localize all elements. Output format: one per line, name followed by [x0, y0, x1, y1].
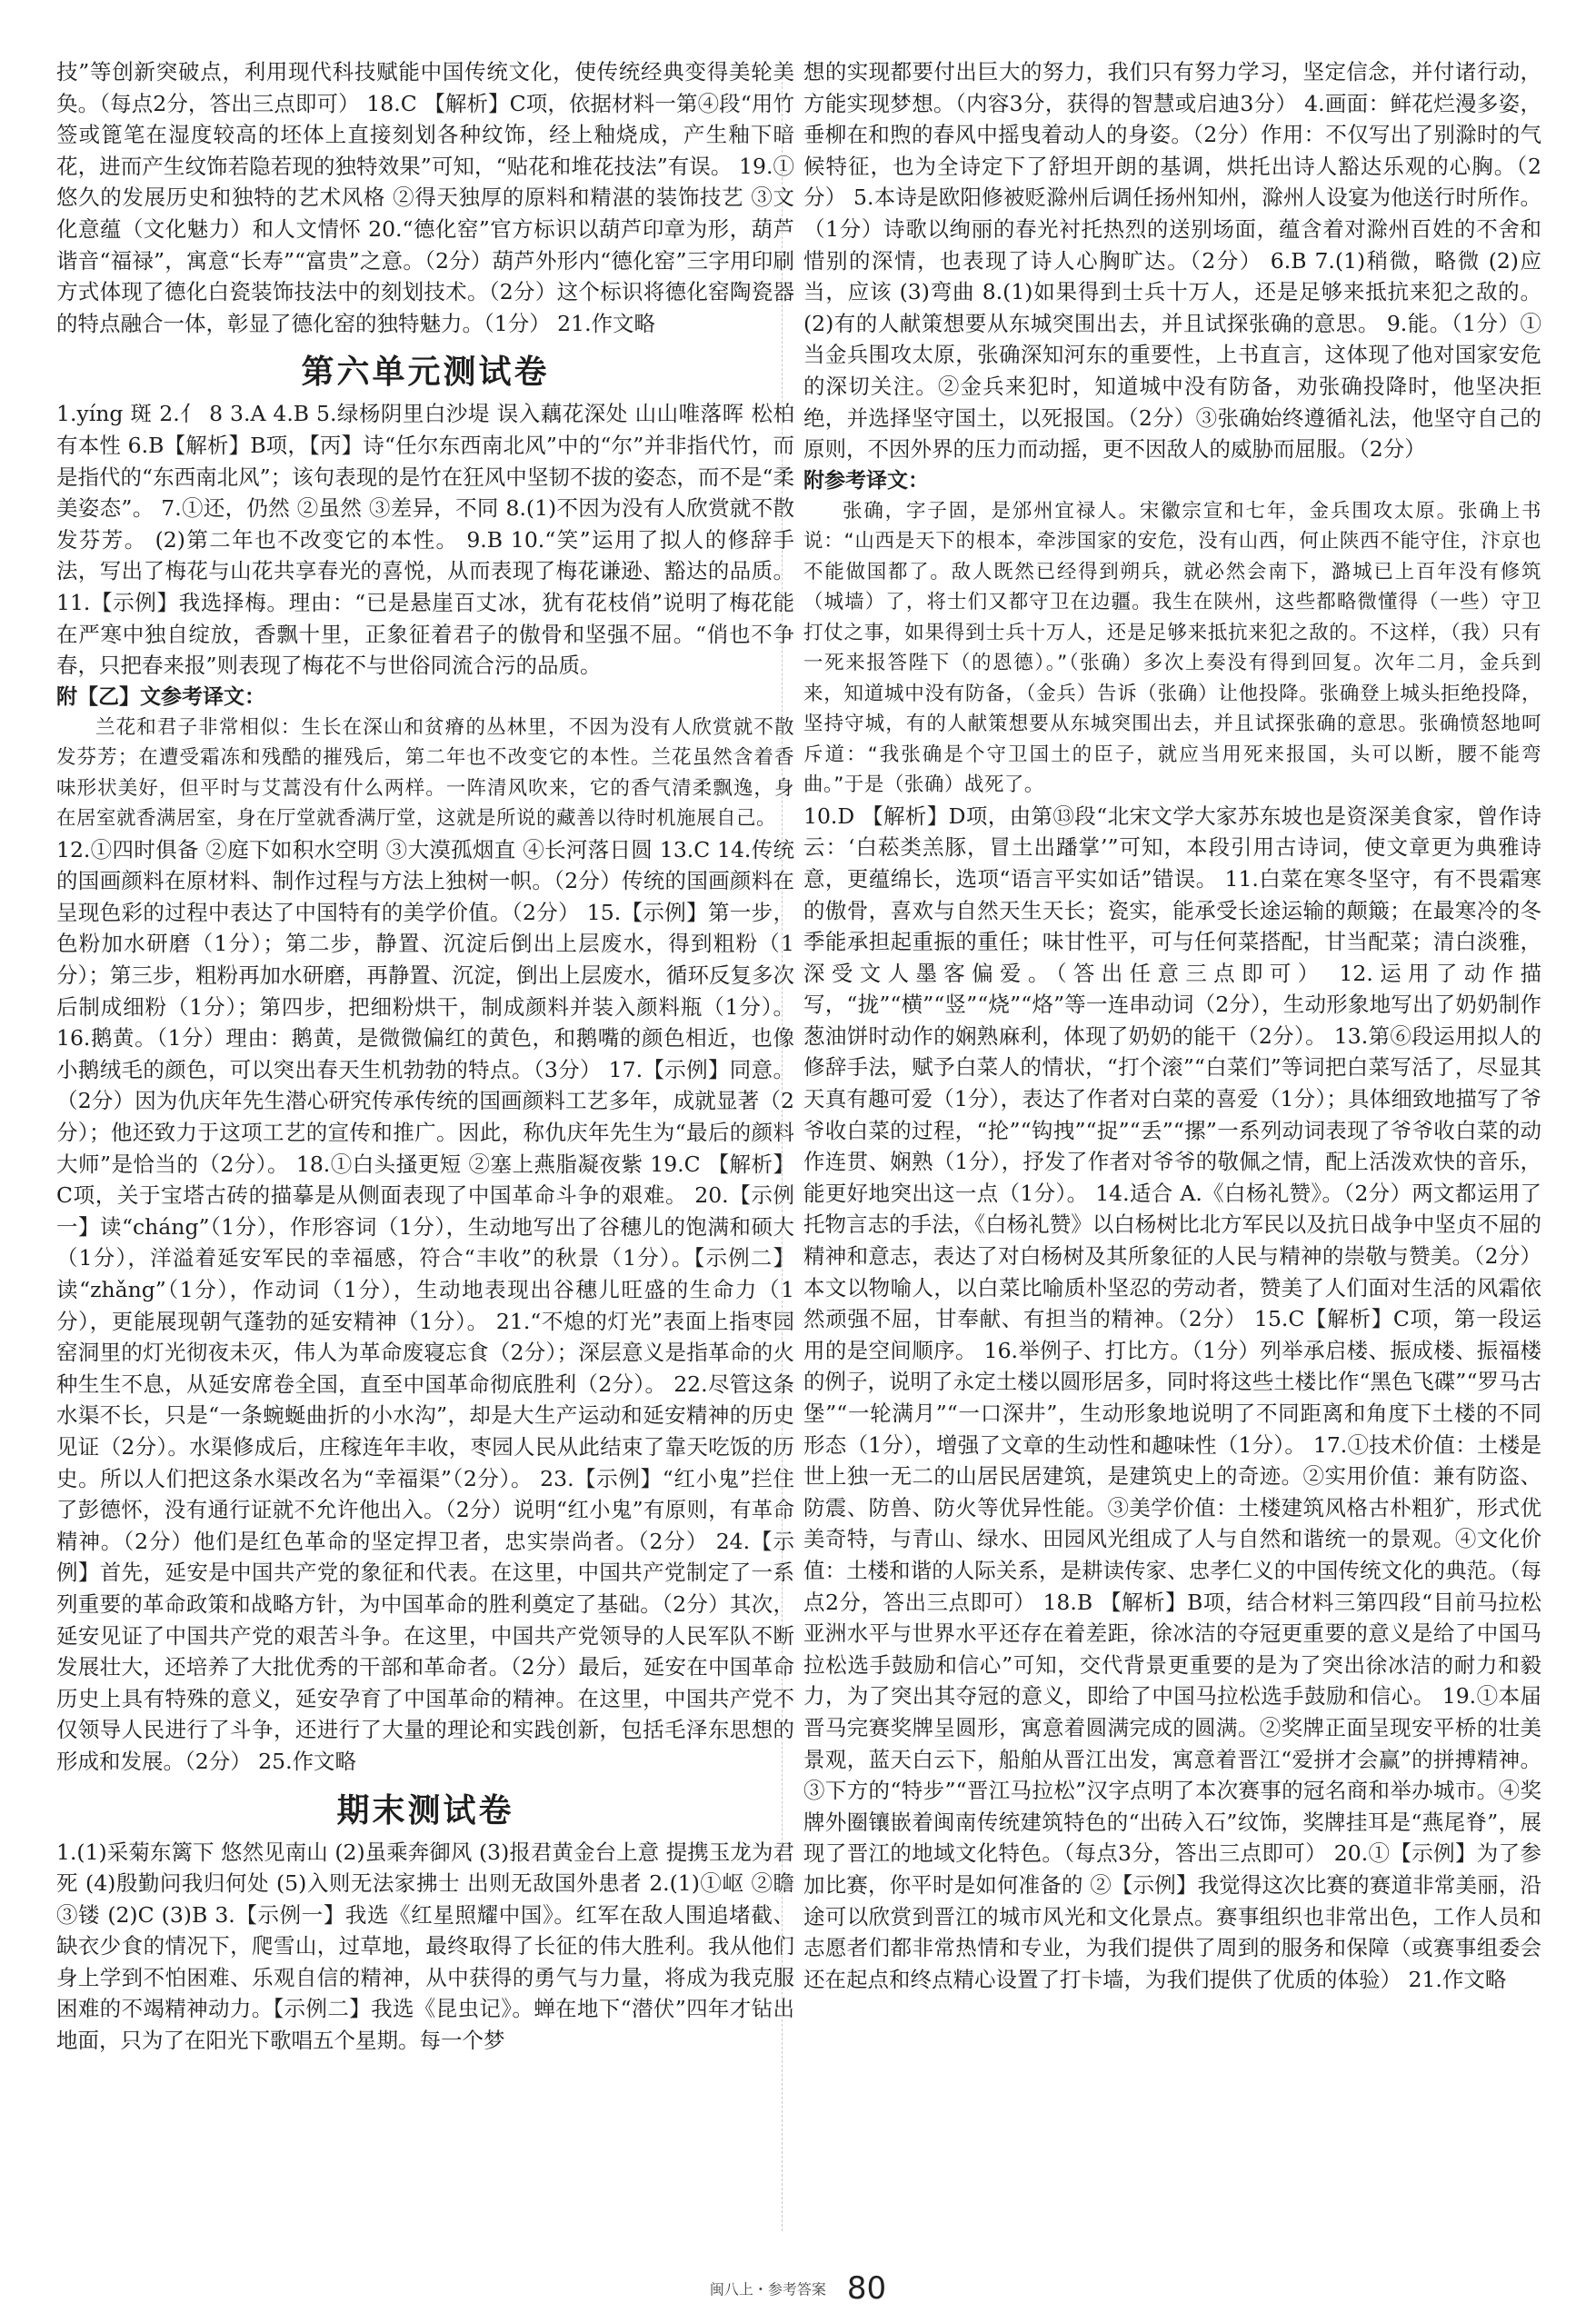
translation-heading: 附参考译文：: [803, 468, 929, 493]
page-number: 80: [846, 2270, 887, 2307]
unit6-answers-part2: 12.①四时俱备 ②庭下如积水空明 ③大漠孤烟直 ④长河落日圆 13.C 14.传统的国画颜料在原材料、制作过程与方法上独树一帜。（2分）传统的国画颜料在呈现色彩的过程中表达了中国特有的美学价值。（2分） 15.【示例】第一步，色粉加水研磨（1分）；第二步，静置、沉淀后倒出上层废水，得到粗粉（1分）；第三步，粗粉再加水研磨，再静置、沉淀，倒出上层废水，循环反复多次后制成细粉（1分）；第四步，把细粉烘干，制成颜料并装入颜料瓶（1分）。 16.鹅黄。（1分）理由：鹅黄，是微微偏红的黄色，和鹅嘴的颜色相近，也像小鹅绒毛的颜色，可以突出春天生机勃勃的特点。（3分） 17.【示例】同意。（2分）因为仇庆年先生潜心研究传承传统的国画颜料工艺多年，成就显著（2分）；他还致力于这项工艺的宣传和推广。因此，称仇庆年先生为“最后的颜料大师”是恰当的（2分）。 18.①白头搔更短 ②塞上燕脂凝夜紫 19.C 【解析】C项，关于宝塔古砖的描摹是从侧面表现了中国革命斗争的艰难。 20.【示例一】读“cháng”（1分），作形容词（1分），生动地写出了谷穗儿的饱满和硕大（1分），洋溢着延安军民的幸福感，符合“丰收”的秋景（1分）。【示例二】读“zhǎng”（1分），作动词（1分），生动地表现出谷穗儿旺盛的生命力（1分），更能展现朝气蓬勃的延安精神（1分）。 21.“不熄的灯光”表面上指枣园窑洞里的灯光彻夜未灭，伟人为革命废寝忘食（2分）；深层意义是指革命的火种生生不息，从延安席卷全国，直至中国革命彻底胜利（2分）。 22.尽管这条水渠不长，只是“一条蜿蜒曲折的小水沟”，却是大生产运动和延安精神的历史见证（2分）。水渠修成后，庄稼连年丰收，枣园人民从此结束了靠天吃饭的历史。所以人们把这条水渠改名为“幸福渠”（2分）。 23.【示例】“红小鬼”拦住了彭德怀，没有通行证就不允许他出入。（2分）说明“红小鬼”有原则，有革命精神。（2分）他们是红色革命的坚定捍卫者，忠实崇尚者。（2分） 24.【示例】首先，延安是中国共产党的象征和代表。在这里，中国共产党制定了一系列重要的革命政策和战略方针，为中国革命的胜利奠定了基础。（2分）其次，延安见证了中国共产党的艰苦斗争。在这里，中国共产党领导的人民军队不断发展壮大，还培养了大批优秀的干部和革命者。（2分）最后，延安在中国革命历史上具有特殊的意义，延安孕育了中国革命的精神。在这里，中国共产党不仅领导人民进行了斗争，还进行了大量的理论和实践创新，包括毛泽东思想的形成和发展。（2分） 25.作文略: [56, 836, 794, 1774]
unit6-section-title: 第六单元测试卷: [301, 354, 550, 392]
translation-text: 张确，字子固，是邠州宜禄人。宋徽宗宣和七年，金兵围攻太原。张确上书说：“山西是天下的根本，牵涉国家的安危，没有山西，何止陕西不能守住，汴京也不能做国都了。敌人既然已经得到朔兵，就必然会南下，潞城已上百年没有修筑（城墙）了，将士们又都守卫在边疆。我生在陕州，这些都略微懂得（一些）守卫打仗之事，如果得到士兵十万人，还是足够来抵抗来犯之敌的。不这样，（我）只有一死来报答陛下（的恩德）。”（张确）多次上奏没有得到回复。次年二月，金兵到来，知道城中没有防备，（金兵）告诉（张确）让他投降。张确登上城头拒绝投降，坚持守城，有的人献策想要从东城突围出去，并且试探张确的意思。张确愤怒地呵斥道：“我张确是个守卫国土的臣子，就应当用死来报国，头可以断，腰不能弯曲。”于是（张确）战死了。: [803, 499, 1541, 797]
answer-block-continued: 技”等创新突破点，利用现代科技赋能中国传统文化，使传统经典变得美轮美奂。（每点2分，答出三点即可） 18.C 【解析】C项，依据材料一第④段“用竹签或篦笔在湿度较高的坯体上直接刻划各种纹饰，经上釉烧成，产生釉下暗花，进而产生纹饰若隐若现的独特效果”可知，“贴花和堆花技法”有误。 19.①悠久的发展历史和独特的艺术风格 ②得天独厚的原料和精湛的装饰技艺 ③文化意蕴（文化魅力）和人文情怀 20.“德化窑”官方标识以葫芦印章为形，葫芦谐音“福禄”，寓意“长寿”“富贵”之意。（2分）葫芦外形内“德化窑”三字用印刷方式体现了德化白瓷装饰技法中的刻划技术。（2分）这个标识将德化窑陶瓷器的特点融合一体，彰显了德化窑的独特魅力。（1分） 21.作文略: [56, 59, 794, 336]
unit6-answers-part1: 1.yíng 斑 2.亻 8 3.A 4.B 5.绿杨阴里白沙堤 误入藕花深处 山山唯落晖 松柏有本性 6.B【解析】B项，【丙】诗“任尔东西南北风”中的“尔”并非指代竹，而是指代的“东西南北风”；该句表现的是竹在狂风中坚韧不拔的姿态，而不是“柔美姿态”。 7.①还，仍然 ②虽然 ③差异，不同 8.(1)不因为没有人欣赏就不散发芬芳。 (2)第二年也不改变它的本性。 9.B 10.“笑”运用了拟人的修辞手法，写出了梅花与山花共享春光的喜悦，从而表现了梅花谦逊、豁达的品质。 11.【示例】我选择梅。理由：“已是悬崖百丈冰，犹有花枝俏”说明了梅花能在严寒中独自绽放，香飘十里，正象征着君子的傲骨和坚强不屈。“俏也不争春，只把春来报”则表现了梅花不与世俗同流合污的品质。: [56, 401, 794, 679]
page-footer: [0, 2270, 1596, 2307]
translation-heading-yi: 附【乙】文参考译文：: [56, 684, 265, 709]
final-exam-answers-part2: 想的实现都要付出巨大的努力，我们只有努力学习，坚定信念，并付诸行动，方能实现梦想。（内容3分，获得的智慧或启迪3分） 4.画面：鲜花烂漫多姿，垂柳在和煦的春风中摇曳着动人的身姿。（2分）作用：不仅写出了别滁时的气候特征，也为全诗定下了舒坦开朗的基调，烘托出诗人豁达乐观的心胸。（2分） 5.本诗是欧阳修被贬滁州后调任扬州知州，滁州人设宴为他送行时所作。（1分）诗歌以绚丽的春光衬托热烈的送别场面，蕴含着对滁州百姓的不舍和惜别的深情，也表现了诗人心胸旷达。（2分） 6.B 7.(1)稍微，略微 (2)应当，应该 (3)弯曲 8.(1)如果得到士兵十万人，还是足够来抵抗来犯之敌的。 (2)有的人献策想要从东城突围出去，并且试探张确的意思。 9.能。（1分）①当金兵围攻太原，张确深知河东的重要性，上书直言，这体现了他对国家安危的深切关注。②金兵来犯时，知道城中没有防备，劝张确投降时，他坚决拒绝，并选择坚守国土，以死报国。（2分）③张确始终遵循礼法，他坚守自己的原则，不因外界的压力而动摇，更不因敌人的威胁而屈服。（2分）: [803, 59, 1541, 463]
right-column: [803, 56, 1541, 1995]
left-column: [56, 56, 794, 2057]
column-divider: [782, 64, 783, 2231]
footer-label: 闽八上・参考答案: [709, 2280, 826, 2298]
final-exam-section-title: 期末测试卷: [336, 1791, 514, 1829]
final-exam-answers-part3: 10.D 【解析】D项，由第⑬段“北宋文学大家苏东坡也是资深美食家，曾作诗云：‘白菘类羔豚，冒土出蹯掌’”可知，本段引用古诗词，使文章更为典雅诗意，更蕴绵长，选项“语言平实如话”错误。 11.白菜在寒冬坚守，有不畏霜寒的傲骨，喜欢与自然天生天长；瓷实，能承受长途运输的颠簸；在最寒冷的冬季能承担起重振的重任；味甘性平，可与任何菜搭配，甘当配菜；清白淡雅，深受文人墨客偏爱。（答出任意三点即可） 12.运用了动作描写，“拢”“横”“竖”“烧”“烙”等一连串动词（2分），生动形象地写出了奶奶制作葱油饼时动作的娴熟麻利，体现了奶奶的能干（2分）。 13.第⑥段运用拟人的修辞手法，赋予白菜人的情状，“打个滚”“白菜们”等词把白菜写活了，尽显其天真有趣可爱（1分），表达了作者对白菜的喜爱（1分）；具体细致地描写了爷爷收白菜的过程，“抡”“钩拽”“捉”“丢”“摞”一系列动词表现了爷爷收白菜的动作连贯、娴熟（1分），抒发了作者对爷爷的敬佩之情，配上活泼欢快的音乐，能更好地突出这一点（1分）。 14.适合 A.《白杨礼赞》。（2分）两文都运用了托物言志的手法，《白杨礼赞》以白杨树比北方军民以及抗日战争中坚贞不屈的精神和意志，表达了对白杨树及其所象征的人民与精神的崇敬与赞美。（2分）本文以物喻人，以白菜比喻质朴坚忍的劳动者，赞美了人们面对生活的风霜依然顽强不屈，甘奉献、有担当的精神。（2分） 15.C【解析】C项，第一段运用的是空间顺序。 16.举例子、打比方。（1分）列举承启楼、振成楼、振福楼的例子，说明了永定土楼以圆形居多，同时将这些土楼比作“黑色飞碟”“罗马古堡”“一轮满月”“一口深井”，生动形象地说明了不同距离和角度下土楼的不同形态（1分），增强了文章的生动性和趣味性（1分）。 17.①技术价值：土楼是世上独一无二的山居民居建筑，是建筑史上的奇迹。②实用价值：兼有防盗、防震、防兽、防火等优异性能。③美学价值：土楼建筑风格古朴粗犷，形式优美奇特，与青山、绿水、田园风光组成了人与自然和谐统一的景观。④文化价值：土楼和谐的人际关系，是耕读传家、忠孝仁义的中国传统文化的典范。（每点2分，答出三点即可） 18.B 【解析】B项，结合材料三第四段“目前马拉松亚洲水平与世界水平还存在着差距，徐冰洁的夺冠更重要的意义是给了中国马拉松选手鼓励和信心”可知，交代背景更重要的是为了突出徐冰洁的耐力和毅力，为了突出其夺冠的意义，即给了中国马拉松选手鼓励和信心。 19.①本届晋马完赛奖牌呈圆形，寓意着圆满完成的圆满。②奖牌正面呈现安平桥的壮美景观，蓝天白云下，船舶从晋江出发，寓意着晋江“爱拼才会赢”的拼搏精神。③下方的“特步”“晋江马拉松”汉字点明了本次赛事的冠名商和举办城市。④奖牌外圈镶嵌着闽南传统建筑特色的“出砖入石”纹饰，奖牌挂耳是“燕尾脊”，展现了晋江的地域文化特色。（每点3分，答出三点即可） 20.①【示例】为了参加比赛，你平时是如何准备的 ②【示例】我觉得这次比赛的赛道非常美丽，沿途可以欣赏到晋江的城市风光和文化景点。赛事组织也非常出色，工作人员和志愿者们都非常热情和专业，为我们提供了周到的服务和保障（或赛事组委会还在起点和终点精心设置了打卡墙，为我们提供了优质的体验） 21.作文略: [803, 803, 1541, 1992]
translation-text-yi: 兰花和君子非常相似：生长在深山和贫瘠的丛林里，不因为没有人欣赏就不散发芬芳；在遭受霜冻和残酷的摧残后，第二年也不改变它的本性。兰花虽然含着香味形状美好，但平时与艾蒿没有什么两样。一阵清风吹来，它的香气清柔飘逸，身在居室就香满居室，身在厅堂就香满厅堂，这就是所说的藏善以待时机施展自己。: [56, 715, 794, 831]
final-exam-answers-part1: 1.(1)采菊东篱下 悠然见南山 (2)虽乘奔御风 (3)报君黄金台上意 提携玉龙为君死 (4)殷勤问我归何处 (5)入则无法家拂士 出则无敌国外患者 2.(1)①岖 ②瞻 ③镂 (2)C (3)B 3.【示例一】我选《红星照耀中国》。红军在敌人围追堵截、缺衣少食的情况下，爬雪山，过草地，最终取得了长征的伟大胜利。我从他们身上学到不怕困难、乐观自信的精神，从中获得的勇气与力量，将成为我克服困难的不竭精神动力。【示例二】我选《昆虫记》。蝉在地下“潜伏”四年才钻出地面，只为了在阳光下歌唱五个星期。每一个梦: [56, 1839, 794, 2054]
